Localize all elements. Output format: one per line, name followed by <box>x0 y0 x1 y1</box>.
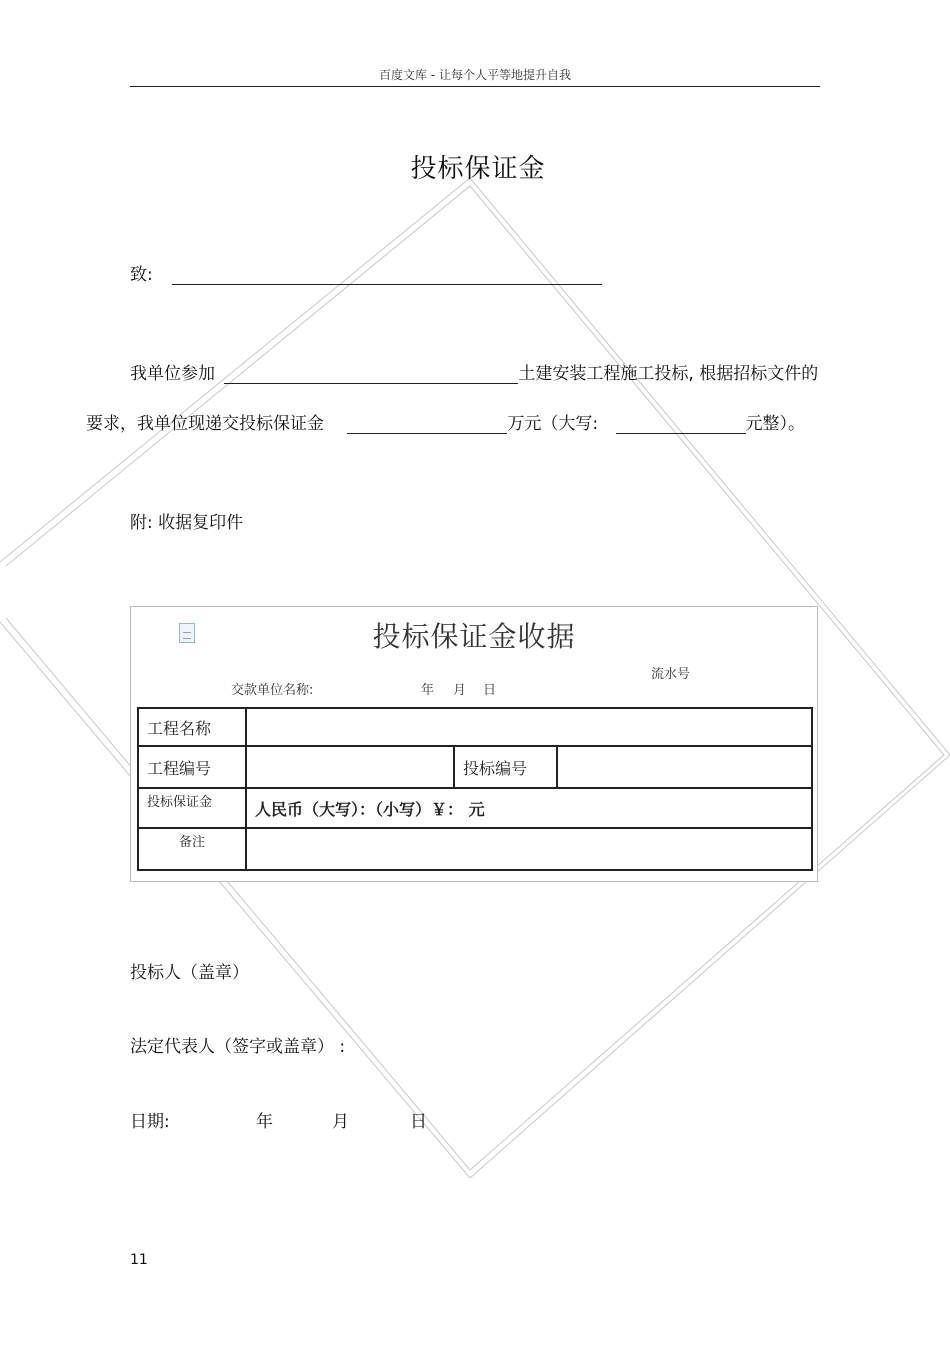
project-number-value <box>246 746 454 788</box>
payer-label: 交款单位名称: <box>231 683 314 698</box>
date-month: 月 <box>332 1112 349 1132</box>
project-number-label: 工程编号 <box>138 746 246 788</box>
para1-suffix: 土建安装工程施工投标, 根据招标文件的 <box>518 364 819 384</box>
project-name-value <box>246 708 812 746</box>
para2-unit: 万元（大写: <box>507 414 599 434</box>
paragraph-line-2 <box>86 409 805 434</box>
amount-blank <box>347 413 507 434</box>
table-row <box>138 828 812 870</box>
bid-number-value <box>557 746 812 788</box>
bidder-label: 投标人（盖章） <box>130 963 249 983</box>
header-rule <box>130 86 820 87</box>
receipt-table <box>137 707 813 871</box>
para2-end: 元整）。 <box>745 414 806 434</box>
attachment-label: 附: 收据复印件 <box>130 513 244 533</box>
receipt-title: 投标保证金收据 <box>372 620 576 653</box>
receipt-image <box>130 606 818 882</box>
header-text: 百度文库 - 让每个人平等地提升自我 <box>379 68 571 82</box>
bid-number-label: 投标编号 <box>454 746 557 788</box>
para2-prefix: 要求，我单位现递交投标保证金 <box>86 414 324 434</box>
remarks-label: 备注 <box>138 828 246 870</box>
to-label: 致: <box>130 265 153 285</box>
date-day: 日 <box>410 1112 427 1132</box>
legal-rep-label: 法定代表人（签字或盖章） : <box>130 1037 346 1057</box>
deposit-label: 投标保证金 <box>138 788 246 828</box>
table-row <box>138 788 812 828</box>
remarks-value <box>246 828 812 870</box>
page-number: 11 <box>130 1252 148 1268</box>
to-blank <box>172 264 602 285</box>
date-year: 年 <box>256 1112 273 1132</box>
project-name-label: 工程名称 <box>138 708 246 746</box>
date-label: 日期: <box>130 1112 170 1132</box>
receipt-date-month: 月 <box>453 683 467 698</box>
para1-prefix: 我单位参加 <box>130 364 215 384</box>
project-blank <box>224 363 518 384</box>
table-row <box>138 708 812 746</box>
receipt-date-year: 年 <box>421 683 435 698</box>
page-title: 投标保证金 <box>410 154 546 184</box>
receipt-date-day: 日 <box>483 683 497 698</box>
to-line <box>130 260 602 285</box>
table-row <box>138 746 812 788</box>
serial-number-label: 流水号 <box>651 667 691 682</box>
deposit-value: 人民币（大写）：（小写）￥： 元 <box>246 788 812 828</box>
amount-words-blank <box>616 413 746 434</box>
paragraph-line-1 <box>130 359 818 384</box>
